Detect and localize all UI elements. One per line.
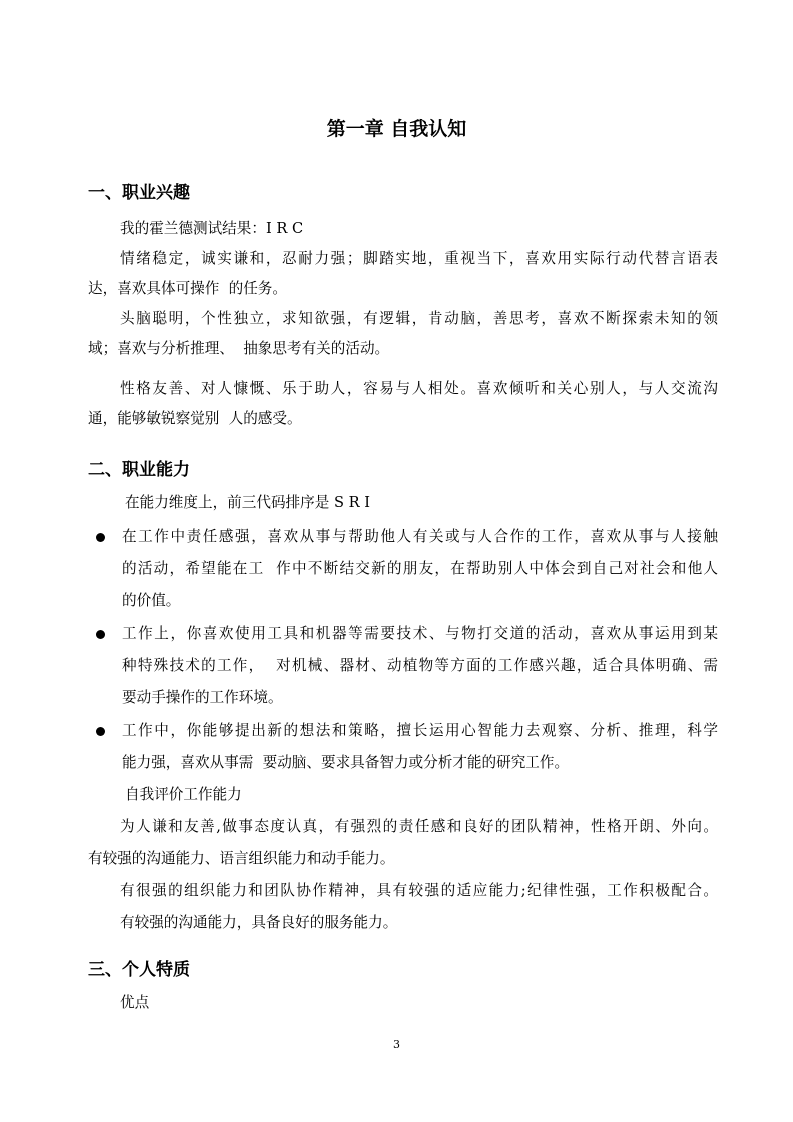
bullet-icon — [96, 630, 105, 639]
section-heading: 三、个人特质 — [88, 960, 190, 980]
text-line: 头脑聪明，个性独立，求知欲强，有逻辑，肯动脑，善思考，喜欢不断探索未知的领 — [120, 310, 718, 327]
bullet-icon — [96, 727, 105, 736]
text-line: 为人谦和友善,做事态度认真，有强烈的责任感和良好的团队精神，性格开朗、外向。 — [120, 818, 718, 835]
text-line: 有很强的组织能力和团队协作精神，具有较强的适应能力;纪律性强，工作积极配合。 — [120, 882, 718, 899]
text-line: 在能力维度上，前三代码排序是 S R I — [125, 494, 370, 511]
text-line: 有较强的沟通能力，具备良好的服务能力。 — [120, 914, 398, 931]
text-line: 我的霍兰德测试结果：I R C — [120, 220, 304, 237]
text-line: 有较强的沟通能力、语言组织能力和动手能力。 — [88, 850, 395, 867]
text-line: 域；喜欢与分析推理、 抽象思考有关的活动。 — [88, 340, 390, 357]
text-line: 达，喜欢具体可操作 的任务。 — [88, 280, 287, 297]
text-line: 的活动，希望能在工 作中不断结交新的朋友，在帮助别人中体会到自己对社会和他人 — [122, 560, 718, 577]
text-line: 工作上，你喜欢使用工具和机器等需要技术、与物打交道的活动，喜欢从事运用到某 — [122, 625, 718, 642]
text-line: 通，能够敏锐察觉别 人的感受。 — [88, 410, 302, 427]
text-line: 的价值。 — [122, 592, 181, 609]
text-line: 工作中，你能够提出新的想法和策略，擅长运用心智能力去观察、分析、推理，科学 — [122, 722, 718, 739]
text-line: 在工作中责任感强，喜欢从事与帮助他人有关或与人合作的工作，喜欢从事与人接触 — [122, 528, 718, 545]
text-line: 种特殊技术的工作， 对机械、器材、动植物等方面的工作感兴趣，适合具体明确、需 — [122, 657, 718, 674]
bullet-icon — [96, 533, 105, 542]
section-heading: 一、职业兴趣 — [88, 183, 190, 203]
text-line: 性格友善、对人慷慨、乐于助人，容易与人相处。喜欢倾听和关心别人，与人交流沟 — [120, 380, 718, 397]
text-line: 要动手操作的工作环境。 — [122, 689, 283, 706]
text-line: 自我评价工作能力 — [125, 786, 242, 803]
text-line: 优点 — [120, 994, 150, 1011]
chapter-title: 第一章 自我认知 — [326, 118, 467, 140]
text-line: 情绪稳定，诚实谦和，忍耐力强；脚踏实地，重视当下，喜欢用实际行动代替言语表 — [120, 250, 718, 267]
text-line: 能力强，喜欢从事需 要动脑、要求具备智力或分析才能的研究工作。 — [122, 754, 570, 771]
section-heading: 二、职业能力 — [88, 460, 190, 480]
page-number: 3 — [393, 1038, 400, 1051]
